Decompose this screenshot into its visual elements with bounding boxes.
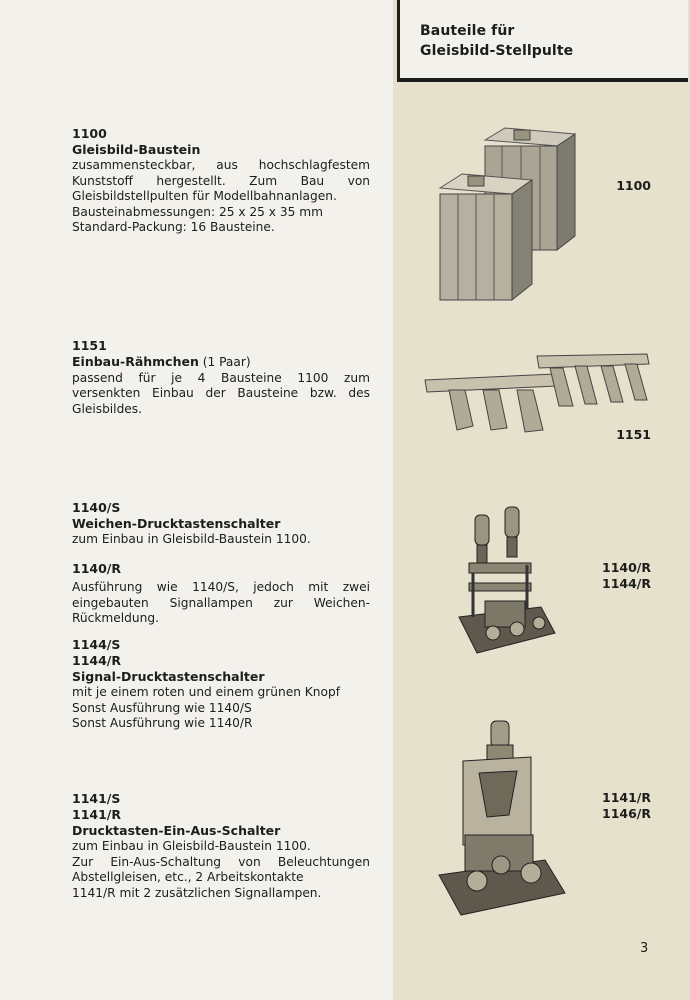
entry-code: 1140/R [72, 561, 121, 576]
entry-line: zum Einbau in Gleisbild-Baustein 1100. [72, 839, 311, 853]
entry-1140s [72, 500, 370, 548]
image-label-1144r: 1144/R [602, 576, 651, 591]
image-label-1146r: 1146/R [602, 806, 651, 821]
entry-code: 1144/S [72, 637, 121, 652]
entry-1100 [72, 126, 370, 236]
entry-title-suffix: (1 Paar) [202, 355, 251, 369]
entry-description: Ausführung wie 1140/S, jedoch mit zwei eingebauten Signallampen zur Weichen-Rückmeldung. [72, 580, 370, 625]
entry-code: 1140/S [72, 500, 121, 515]
image-label-1140r: 1140/R [602, 560, 651, 575]
entry-1144 [72, 637, 370, 732]
entry-dimensions: Bausteinabmessungen: 25 x 25 x 35 mm [72, 204, 324, 219]
entry-code: 1144/R [72, 653, 121, 668]
entry-line: mit je einem roten und einem grünen Knopf [72, 685, 340, 699]
entry-line: Sonst Ausführung wie 1140/R [72, 716, 253, 730]
entry-line: Zur Ein-Aus-Schaltung von Beleuchtungen Abstellgleisen, etc., 2 Arbeitskontakte [72, 854, 370, 884]
entry-description: passend für je 4 Bausteine 1100 zum versenkten Einbau der Bausteine bzw. des Gleisbildes. [72, 370, 370, 416]
image-label-1141r: 1141/R [602, 790, 651, 805]
entry-title: Gleisbild-Baustein [72, 142, 201, 157]
entry-packing: Standard-Packung: 16 Bausteine. [72, 220, 275, 234]
entry-title: Weichen-Drucktastenschalter [72, 516, 281, 531]
image-label-1151: 1151 [616, 427, 651, 442]
entry-description: zum Einbau in Gleisbild-Baustein 1100. [72, 532, 311, 546]
header-box [397, 0, 688, 82]
entry-code: 1100 [72, 126, 107, 141]
page-number: 3 [640, 941, 649, 956]
entry-line: Sonst Ausführung wie 1140/S [72, 700, 252, 715]
entry-title: Einbau-Rähmchen [72, 354, 199, 369]
image-label-1100: 1100 [616, 178, 651, 193]
entry-1141 [72, 791, 370, 901]
entry-1151 [72, 338, 370, 417]
entry-code: 1151 [72, 338, 107, 353]
entry-title: Signal-Drucktastenschalter [72, 669, 265, 684]
switch-1140-image [455, 505, 560, 665]
header-line-2: Gleisbild-Stellpulte [420, 43, 574, 59]
header-line-1: Bauteile für [420, 23, 515, 39]
entry-code: 1141/R [72, 807, 121, 822]
entry-line: 1141/R mit 2 zusätzlichen Signallampen. [72, 885, 322, 900]
switch-1141-image [435, 715, 570, 920]
entry-1140r [72, 561, 370, 627]
entry-title: Drucktasten-Ein-Aus-Schalter [72, 823, 281, 838]
entry-code: 1141/S [72, 791, 121, 806]
entry-description: zusammensteckbar, aus hochschlagfestem Kunststoff hergestellt. Zum Bau von Gleisbildstellpulten für Modellbahnanlagen. [72, 158, 370, 203]
block-1100-image [430, 120, 590, 310]
